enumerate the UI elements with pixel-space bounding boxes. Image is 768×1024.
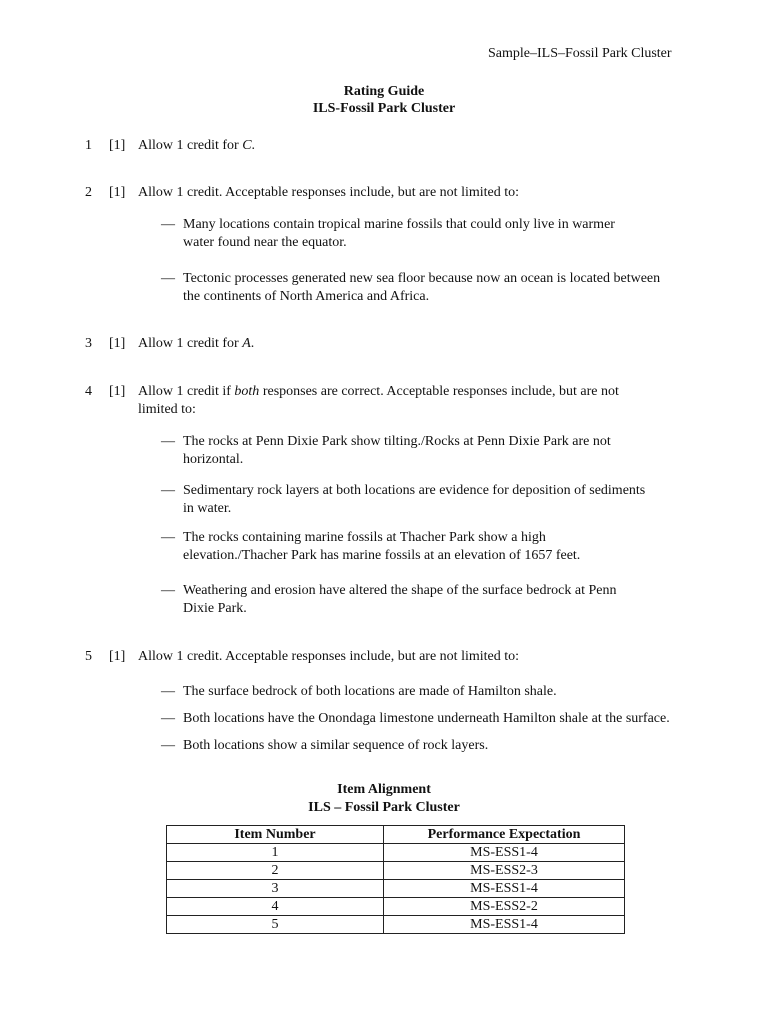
page-title: Rating Guide <box>343 84 425 99</box>
list-item: Sedimentary rock layers at both locations are evidence for deposition of sediments in water. <box>183 483 646 516</box>
question-2-number: 2 <box>85 185 92 200</box>
question-1-answer: C <box>242 138 252 153</box>
header-performance-expectation: Performance Expectation <box>384 826 625 844</box>
question-5-points: [1] <box>109 649 126 664</box>
question-5-number: 5 <box>85 649 92 664</box>
bullet-dash: — <box>161 434 175 449</box>
cell-performance-expectation: MS-ESS1-4 <box>384 880 625 898</box>
question-3-points: [1] <box>109 336 126 351</box>
question-4-points: [1] <box>109 384 126 399</box>
list-item: The surface bedrock of both locations are made of Hamilton shale. <box>183 684 557 699</box>
bullet-dash: — <box>161 738 175 753</box>
question-1-points: [1] <box>109 138 126 153</box>
item-alignment-table <box>166 825 625 934</box>
list-item: Weathering and erosion have altered the shape of the surface bedrock at Penn Dixie Park. <box>183 583 617 616</box>
question-3-text: Allow 1 credit for A. <box>138 336 255 351</box>
bullet-dash: — <box>161 217 175 232</box>
list-item: The rocks at Penn Dixie Park show tilting./Rocks at Penn Dixie Park are not horizontal. <box>183 434 611 467</box>
table-row <box>167 880 625 898</box>
table-header-row <box>167 826 625 844</box>
question-3-number: 3 <box>85 336 92 351</box>
question-2-points: [1] <box>109 185 126 200</box>
question-1-text: Allow 1 credit for C. <box>138 138 256 153</box>
bullet-dash: — <box>161 711 175 726</box>
question-1-number: 1 <box>85 138 92 153</box>
bullet-dash: — <box>161 271 175 286</box>
question-4-text: Allow 1 credit if both responses are correct. Acceptable responses include, but are not limited to: <box>138 384 619 417</box>
cell-item-number: 5 <box>167 916 384 934</box>
alignment-subtitle: ILS – Fossil Park Cluster <box>308 800 460 815</box>
list-item: Tectonic processes generated new sea floor because now an ocean is located between the continents of North America and Africa. <box>183 271 661 304</box>
bullet-dash: — <box>161 684 175 699</box>
document-header: Sample–ILS–Fossil Park Cluster <box>488 46 672 61</box>
cell-performance-expectation: MS-ESS2-2 <box>384 898 625 916</box>
cell-item-number: 3 <box>167 880 384 898</box>
list-item: Both locations show a similar sequence of rock layers. <box>183 738 489 753</box>
alignment-title: Item Alignment <box>337 782 431 797</box>
cell-item-number: 4 <box>167 898 384 916</box>
table-row <box>167 898 625 916</box>
list-item: The rocks containing marine fossils at Thacher Park show a high elevation./Thacher Park has marine fossils at an elevation of 1657 feet. <box>183 530 581 563</box>
question-5-text: Allow 1 credit. Acceptable responses include, but are not limited to: <box>138 649 520 664</box>
cell-item-number: 2 <box>167 862 384 880</box>
cell-performance-expectation: MS-ESS1-4 <box>384 844 625 862</box>
bullet-dash: — <box>161 530 175 545</box>
cell-performance-expectation: MS-ESS2-3 <box>384 862 625 880</box>
table-row <box>167 862 625 880</box>
question-4-number: 4 <box>85 384 92 399</box>
page-subtitle: ILS-Fossil Park Cluster <box>312 101 456 116</box>
cell-performance-expectation: MS-ESS1-4 <box>384 916 625 934</box>
question-3-answer: A <box>242 336 251 351</box>
question-2-text: Allow 1 credit. Acceptable responses include, but are not limited to: <box>138 185 520 200</box>
table-row <box>167 916 625 934</box>
bullet-dash: — <box>161 583 175 598</box>
cell-item-number: 1 <box>167 844 384 862</box>
list-item: Both locations have the Onondaga limestone underneath Hamilton shale at the surface. <box>183 711 670 726</box>
table-row <box>167 844 625 862</box>
list-item: Many locations contain tropical marine fossils that could only live in warmer water found near the equator. <box>183 217 615 250</box>
emphasis-both: both <box>234 384 260 399</box>
bullet-dash: — <box>161 483 175 498</box>
header-item-number: Item Number <box>167 826 384 844</box>
